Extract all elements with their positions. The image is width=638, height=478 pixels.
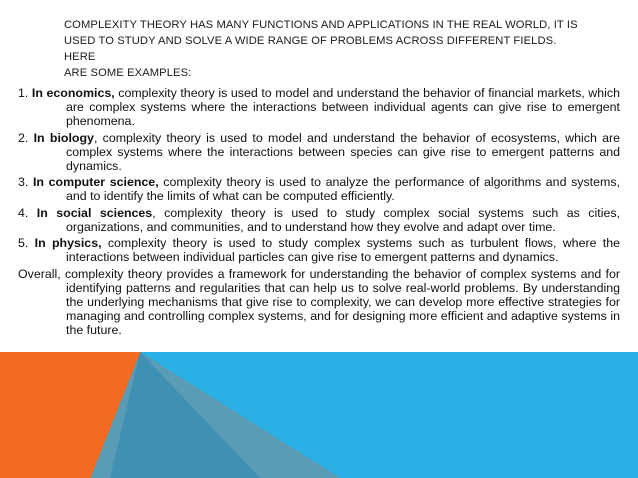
title-line: ARE SOME EXAMPLES: [64,67,192,79]
item-text: , complexity theory is used to model and understand the behavior of ecosystems, which are complex systems where the interactions between species can give rise to emergent patterns and dynamics. [66,130,620,173]
item-field: In social sciences [36,205,153,220]
slide-body [18,86,620,339]
slide-title [64,17,584,81]
list-item [18,236,620,264]
decorative-banner [0,352,638,478]
item-field: In biology [33,130,94,145]
item-text: complexity theory is used to analyze the performance of algorithms and systems, and to identify the limits of what can be computed efficiently. [66,175,620,203]
item-text: , complexity theory is used to study complex social systems such as cities, organizations, and communities, and to understand how they evolve and adapt over time. [66,205,620,234]
list-item [18,86,620,128]
item-number: 1. [18,86,29,100]
item-field: In economics, [31,86,115,100]
item-field: In physics, [34,236,102,250]
list-item [18,131,620,173]
item-text: complexity theory is used to study complex systems such as turbulent flows, where the interactions between individual particles can give rise to emergent patterns and dynamics. [66,236,620,264]
list-item [18,175,620,203]
item-text: complexity theory is used to model and understand the behavior of financial markets, which are complex systems where the interactions between individual agents can give rise to emergent phenomena. [66,86,620,128]
item-number: 3. [18,175,29,189]
title-line: COMPLEXITY THEORY HAS MANY FUNCTIONS AND APPLICATIONS IN THE REAL WORLD, IT IS [64,19,578,31]
conclusion: Overall, complexity theory provides a framework for understanding the behavior of complex systems and for identifying patterns and regularities that can help us to solve real-world problems. By understanding the underlying mechanisms that give rise to complexity, we can develop more effective strategies for managing and controlling complex systems, and for designing more efficient and adaptive systems in the future. [18,266,620,337]
title-line: USED TO STUDY AND SOLVE A WIDE RANGE OF PROBLEMS ACROSS DIFFERENT FIELDS. HERE [64,35,557,63]
list-item [18,206,620,234]
item-number: 4. [18,205,29,220]
item-number: 2. [18,130,29,145]
item-number: 5. [18,236,29,250]
item-field: In computer science, [32,175,159,189]
